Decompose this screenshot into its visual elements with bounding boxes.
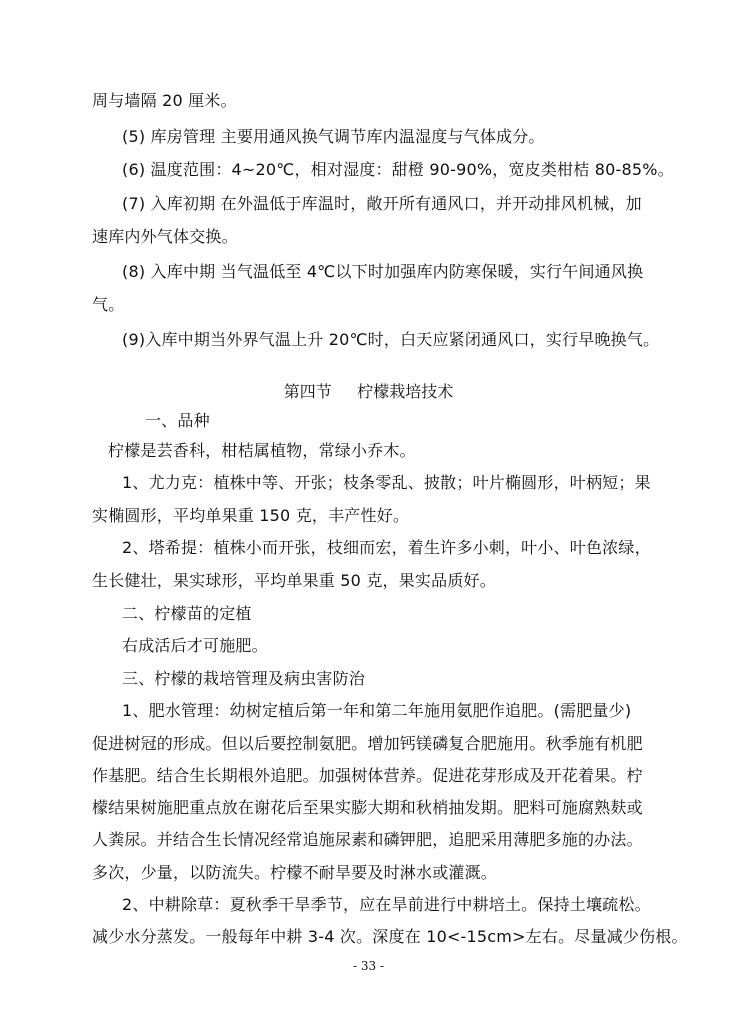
heading-varieties: 一、品种 — [145, 411, 210, 430]
paragraph-line: 人粪尿。并结合生长情况经常追施尿素和磷钾肥，追肥采用薄肥多施的办法。 — [92, 830, 643, 849]
paragraph-line: 右成活后才可施肥。 — [122, 636, 268, 655]
paragraph-line: 1、尤力克：植株中等、开张；枝条零乱、披散；叶片椭圆形，叶柄短；果 — [122, 473, 651, 492]
page-number: - 33 - — [352, 959, 384, 973]
paragraph-line: 速库内外气体交换。 — [92, 227, 238, 246]
paragraph-line: (5) 库房管理 主要用通风换气调节库内温湿度与气体成分。 — [122, 127, 545, 146]
paragraph-line: 作基肥。结合生长期根外追肥。加强树体营养。促进花芽形成及开花着果。柠 — [92, 766, 643, 785]
heading-management: 三、柠檬的栽培管理及病虫害防治 — [122, 669, 366, 688]
paragraph-line: (8) 入库中期 当气温低至 4℃以下时加强库内防寒保暖，实行午间通风换 — [122, 262, 644, 281]
paragraph-line: 生长健壮，果实球形，平均单果重 50 克，果实品质好。 — [92, 571, 496, 590]
paragraph-line: 2、中耕除草：夏秋季干旱季节，应在旱前进行中耕培土。保持土壤疏松。 — [122, 895, 651, 914]
paragraph-line: 柠檬是芸香科，柑桔属植物，常绿小乔木。 — [108, 441, 416, 460]
paragraph-line: 实椭圆形，平均单果重 150 克，丰产性好。 — [92, 506, 410, 525]
paragraph-line: (6) 温度范围：4~20℃，相对湿度：甜橙 90-90%，宽皮类柑桔 80-85%。 — [122, 160, 674, 179]
paragraph-line: 多次，少量，以防流失。柠檬不耐旱要及时淋水或灌溉。 — [92, 863, 498, 882]
paragraph-line: 2、塔希提：植株小而开张，枝细而宏，着生许多小刺，叶小、叶色浓绿， — [122, 538, 651, 557]
paragraph-line: 周与墙隔 20 厘米。 — [92, 91, 237, 110]
paragraph-line: 促进树冠的形成。但以后要控制氨肥。增加钙镁磷复合肥施用。秋季施有机肥 — [92, 734, 643, 753]
paragraph-line: (7) 入库初期 在外温低于库温时，敞开所有通风口，并开动排风机械，加 — [122, 194, 642, 213]
heading-planting: 二、柠檬苗的定植 — [122, 604, 252, 623]
paragraph-line: (9)入库中期当外界气温上升 20℃时，白天应紧闭通风口，实行早晚换气。 — [122, 330, 660, 349]
paragraph-line: 1、肥水管理：幼树定植后第一年和第二年施用氨肥作追肥。(需肥量少) — [122, 701, 632, 720]
paragraph-line: 檬结果树施肥重点放在谢花后至果实膨大期和秋梢抽发期。肥料可施腐熟麸或 — [92, 798, 643, 817]
paragraph-line: 减少水分蒸发。一般每年中耕 3-4 次。深度在 10<-15cm>左右。尽量减少伤根。 — [92, 927, 688, 946]
section-title: 第四节 柠檬栽培技术 — [283, 382, 454, 401]
paragraph-line: 气。 — [92, 295, 125, 314]
